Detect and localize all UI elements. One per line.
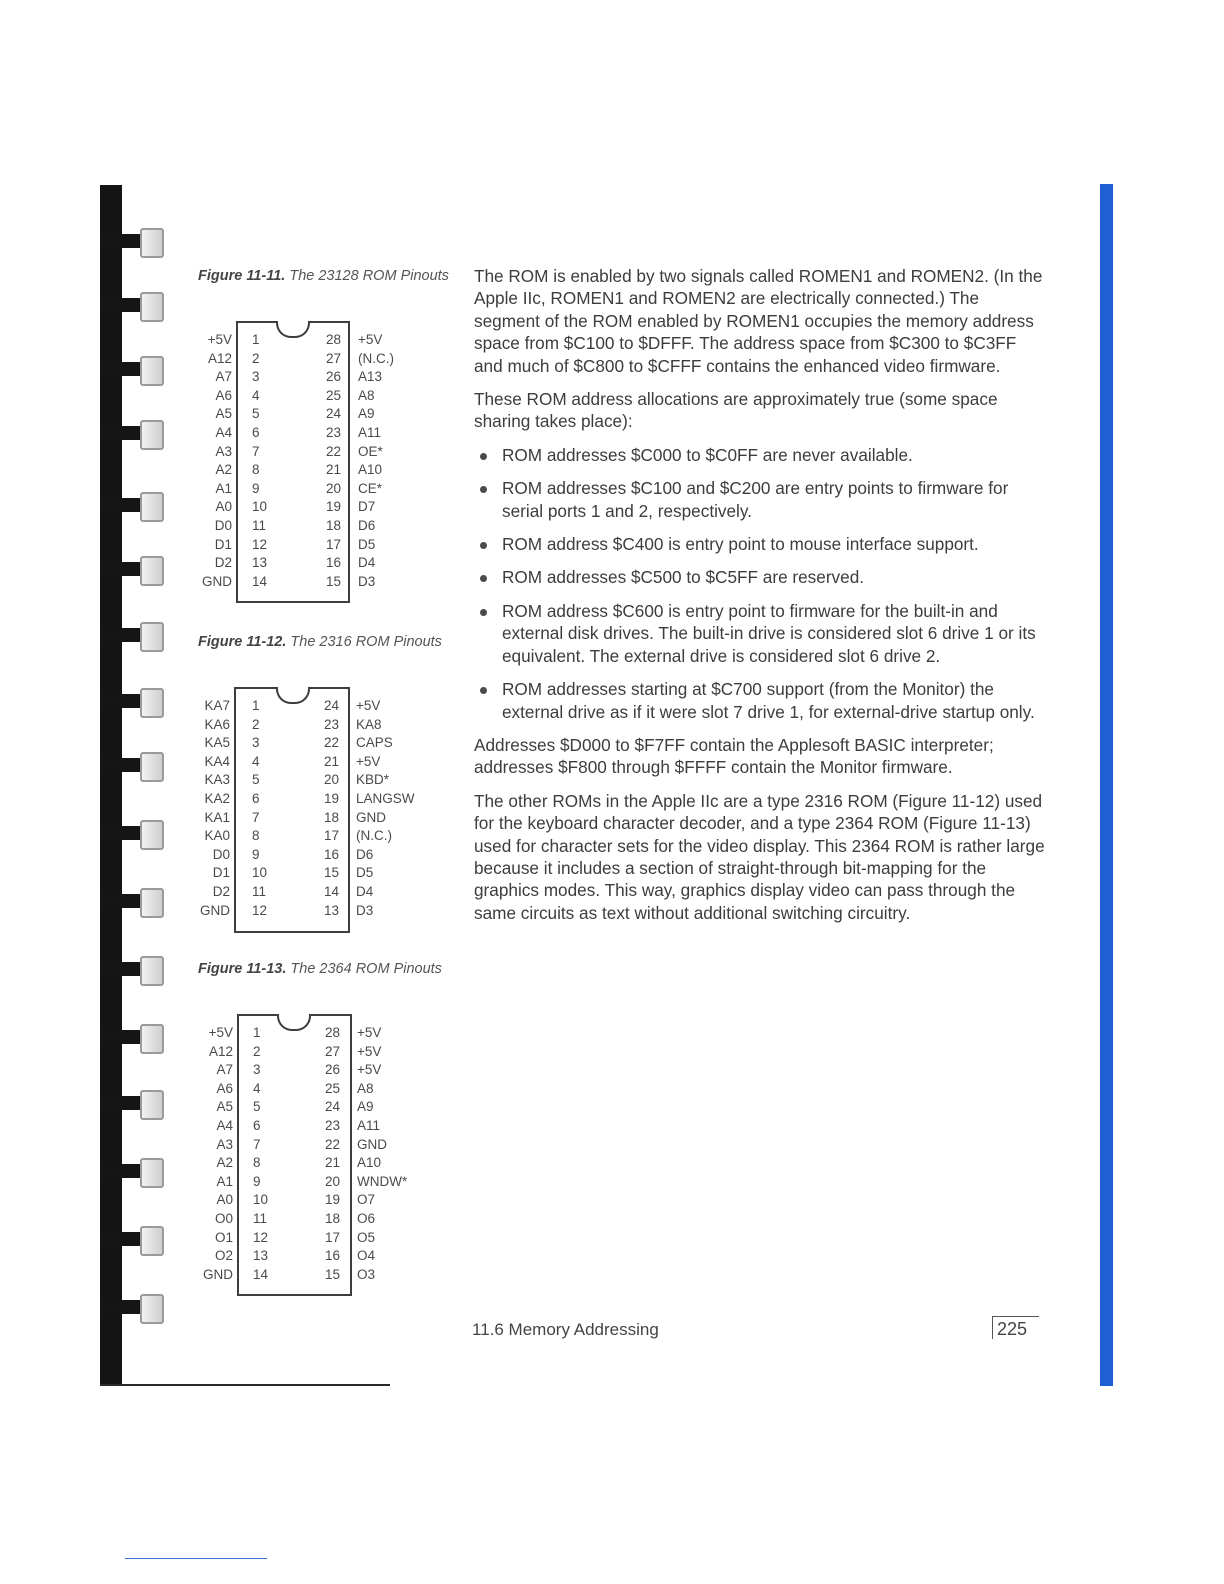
- pin-number-left: 11: [252, 884, 267, 899]
- pin-label-right: A9: [358, 406, 375, 422]
- pin-label-left: +5V: [208, 1025, 233, 1040]
- list-item: ROM addresses starting at $C700 support (from the Monitor) the external drive as if it were slot 7 drive 1, for external-drive startup only.: [474, 678, 1049, 723]
- pin-number-right: 21: [323, 753, 339, 769]
- pin-label-right: +5V: [357, 1043, 382, 1059]
- pin-number-right: 19: [323, 791, 339, 806]
- pin-label-right: KBD*: [356, 772, 390, 788]
- pin-label-left: KA3: [204, 772, 230, 788]
- binding-coil: [100, 228, 162, 254]
- figure-title: The 23128 ROM Pinouts: [289, 268, 449, 284]
- coil-ring: [140, 622, 164, 652]
- pin-label-right: OE*: [358, 443, 383, 459]
- pin-row: [0, 1173, 1224, 1192]
- pin-label-right: +5V: [357, 1062, 382, 1078]
- pin-number-right: 16: [324, 1248, 340, 1264]
- pin-number-left: 9: [252, 846, 260, 862]
- pin-number-right: 26: [324, 1062, 340, 1078]
- pin-row: [0, 1024, 1224, 1043]
- pin-number-right: 18: [325, 518, 341, 533]
- list-item: ROM addresses $C100 and $C200 are entry points to firmware for serial ports 1 and 2, respectively.: [474, 477, 1049, 522]
- pin-number-left: 3: [252, 369, 260, 385]
- pin-label-right: D4: [358, 555, 376, 571]
- coil-ring: [140, 228, 164, 258]
- pin-label-right: +5V: [358, 332, 383, 347]
- pin-row: [0, 1266, 1224, 1285]
- binding-coil: [100, 292, 162, 318]
- pin-number-right: 27: [325, 350, 341, 366]
- pin-number-left: 10: [252, 865, 268, 881]
- pin-label-left: GND: [202, 573, 232, 589]
- binding-coil: [100, 956, 162, 982]
- pin-number-right: 20: [325, 480, 341, 496]
- pin-label-left: A4: [215, 425, 232, 440]
- pin-label-left: A1: [215, 480, 232, 496]
- pin-label-right: O6: [357, 1211, 376, 1226]
- figure-label: Figure 11-12.: [198, 634, 287, 650]
- pin-row: [0, 1098, 1224, 1117]
- pin-number-right: 20: [324, 1173, 340, 1189]
- rom-address-list: [474, 444, 1049, 723]
- pin-label-left: A0: [216, 1192, 233, 1208]
- pin-row: [0, 1229, 1224, 1248]
- pin-row: [0, 1043, 1224, 1062]
- pin-label-left: KA4: [204, 753, 230, 769]
- pin-label-right: CAPS: [356, 735, 393, 751]
- pin-number-left: 5: [253, 1099, 261, 1115]
- pin-number-left: 5: [252, 406, 260, 422]
- pin-number-left: 9: [252, 480, 260, 496]
- pin-number-right: 22: [325, 443, 341, 459]
- pin-label-left: A5: [216, 1099, 233, 1115]
- pin-label-right: CE*: [358, 480, 383, 496]
- pin-label-left: KA2: [204, 791, 230, 806]
- pin-number-right: 23: [324, 1118, 340, 1133]
- pin-number-right: 28: [325, 332, 341, 347]
- pin-label-left: A6: [216, 1080, 233, 1096]
- paragraph-romen: The ROM is enabled by two signals called ROMEN1 and ROMEN2. (In the Apple IIc, ROMEN1 and ROMEN2 are electrically connected.) The segment of the ROM enabled by ROMEN1 occupies the memory address space from $C100 to $DFFF. The address space from $C300 to $C3FF and much of $C800 to $CFFF contains the enhanced video firmware.: [474, 266, 1043, 376]
- pin-row: [0, 1210, 1224, 1229]
- pin-number-left: 9: [253, 1173, 261, 1189]
- pin-label-left: +5V: [207, 332, 232, 347]
- binding-coil: [100, 1294, 162, 1320]
- list-item: ROM address $C400 is entry point to mouse interface support.: [474, 533, 1049, 555]
- figure-caption-3: [198, 961, 442, 978]
- pin-label-right: A9: [357, 1099, 374, 1115]
- pin-label-right: (N.C.): [356, 828, 392, 844]
- pin-number-right: 15: [323, 865, 339, 881]
- pin-number-left: 10: [253, 1192, 269, 1208]
- pin-label-right: D5: [358, 536, 376, 552]
- list-item: ROM addresses $C000 to $C0FF are never available.: [474, 444, 1049, 466]
- pin-label-right: A11: [358, 425, 382, 440]
- paragraph-allocations: These ROM address allocations are approximately true (some space sharing takes place):: [474, 389, 998, 432]
- pin-number-right: 22: [324, 1136, 340, 1152]
- page-number: 225: [992, 1316, 1039, 1339]
- pin-label-left: O2: [214, 1248, 233, 1264]
- pin-label-right: D6: [356, 846, 374, 862]
- pin-number-right: 21: [324, 1155, 340, 1171]
- bullet-icon: [480, 609, 487, 616]
- pin-label-right: WNDW*: [357, 1173, 408, 1189]
- pin-number-right: 15: [325, 573, 341, 589]
- pin-number-left: 6: [252, 791, 260, 806]
- pin-number-left: 1: [252, 698, 260, 713]
- pin-number-left: 2: [252, 716, 260, 732]
- pin-number-left: 12: [252, 902, 268, 918]
- list-item: ROM addresses $C500 to $C5FF are reserved.: [474, 566, 1049, 588]
- pin-label-left: KA0: [204, 828, 230, 844]
- pin-label-right: A10: [357, 1155, 382, 1171]
- pin-number-left: 12: [252, 536, 268, 552]
- pin-label-left: D1: [214, 536, 232, 552]
- pin-label-left: A0: [215, 499, 232, 515]
- pin-number-left: 7: [253, 1136, 261, 1152]
- figure-title: The 2316 ROM Pinouts: [290, 634, 442, 650]
- bullet-icon: [480, 575, 487, 582]
- pin-label-right: D3: [358, 573, 376, 589]
- pin-number-left: 4: [252, 387, 260, 403]
- pin-label-right: LANGSW: [356, 791, 415, 806]
- pin-label-left: A4: [216, 1118, 233, 1133]
- pin-number-right: 19: [325, 499, 341, 515]
- paragraph-other-roms: The other ROMs in the Apple IIc are a type 2316 ROM (Figure 11-12) used for the keyboard character decoder, and a type 2364 ROM (Figure 11-13) used for character sets for the video display. This 2364 ROM is rather large because it includes a section of straight-through bit-mapping for the graphics modes. This way, graphics display video can pass through the same circuits as text without additional switching circuitry.: [474, 790, 1045, 923]
- pin-number-left: 8: [252, 828, 260, 844]
- pin-number-right: 17: [323, 828, 339, 844]
- pin-number-right: 24: [323, 698, 339, 713]
- pin-label-left: KA6: [204, 716, 230, 732]
- pin-label-right: +5V: [356, 753, 381, 769]
- pin-number-right: 16: [323, 846, 339, 862]
- pin-label-right: O3: [357, 1266, 376, 1282]
- figure-caption-1: [198, 268, 449, 285]
- pin-label-right: O5: [357, 1229, 376, 1245]
- pin-label-right: D6: [358, 518, 376, 533]
- pin-row: [0, 1061, 1224, 1080]
- pin-number-right: 17: [325, 536, 341, 552]
- pin-label-right: +5V: [356, 698, 381, 713]
- pin-label-right: KA8: [356, 716, 382, 732]
- pin-row: [0, 1080, 1224, 1099]
- pin-number-left: 4: [252, 753, 260, 769]
- pin-label-left: A3: [215, 443, 232, 459]
- pin-row: [0, 1117, 1224, 1136]
- pin-row: [0, 1247, 1224, 1266]
- pin-label-right: A11: [357, 1118, 381, 1133]
- pin-number-left: 13: [252, 555, 268, 571]
- pin-label-left: KA1: [204, 809, 230, 825]
- pin-label-left: A2: [215, 462, 232, 478]
- pin-number-right: 24: [324, 1099, 340, 1115]
- pin-number-left: 7: [252, 443, 260, 459]
- pin-label-left: A6: [215, 387, 232, 403]
- pin-number-left: 13: [253, 1248, 269, 1264]
- bullet-icon: [480, 542, 487, 549]
- pin-number-left: 6: [253, 1118, 261, 1133]
- pin-label-left: D1: [212, 865, 230, 881]
- pin-label-left: GND: [203, 1266, 233, 1282]
- pin-label-left: GND: [200, 902, 230, 918]
- paragraph-applesoft: Addresses $D000 to $F7FF contain the Applesoft BASIC interpreter; addresses $F800 through $FFFF contain the Monitor firmware.: [474, 734, 994, 778]
- pin-label-left: A5: [215, 406, 232, 422]
- pin-label-right: A13: [358, 369, 383, 385]
- pin-label-left: O0: [214, 1211, 233, 1226]
- pin-label-right: A10: [358, 462, 383, 478]
- pin-label-left: A7: [216, 1062, 233, 1078]
- pin-number-right: 23: [323, 716, 339, 732]
- pin-label-right: D3: [356, 902, 374, 918]
- section-footer: 11.6 Memory Addressing: [472, 1320, 659, 1339]
- pin-number-right: 24: [325, 406, 341, 422]
- pin-number-left: 6: [252, 425, 260, 440]
- pin-label-left: A2: [216, 1155, 233, 1171]
- pin-label-right: GND: [357, 1136, 387, 1152]
- figure-caption-2: [198, 634, 442, 651]
- spine-bottom-rule: [100, 1384, 390, 1386]
- binding-coil: [100, 622, 162, 648]
- pin-number-right: 21: [325, 462, 341, 478]
- pin-row: [0, 1191, 1224, 1210]
- pin-label-right: GND: [356, 809, 386, 825]
- pin-number-left: 3: [252, 735, 260, 751]
- pin-label-left: D2: [214, 555, 232, 571]
- coil-ring: [140, 1294, 164, 1324]
- pin-label-left: KA5: [204, 735, 230, 751]
- pin-number-right: 15: [324, 1266, 340, 1282]
- pin-number-right: 14: [323, 884, 339, 899]
- pin-label-right: D4: [356, 884, 374, 899]
- pin-number-right: 17: [324, 1229, 340, 1245]
- bullet-icon: [480, 453, 487, 460]
- pin-number-right: 18: [324, 1211, 340, 1226]
- list-item: ROM address $C600 is entry point to firmware for the built-in and external disk drives. The built-in drive is considered slot 6 drive 1 or its equivalent. The external drive is considered slot 6 drive 2.: [474, 600, 1049, 667]
- bottom-link-line: [125, 1558, 267, 1559]
- pin-label-left: A1: [216, 1173, 233, 1189]
- pin-number-right: 25: [324, 1080, 340, 1096]
- figure-title: The 2364 ROM Pinouts: [290, 961, 442, 977]
- pin-number-left: 7: [252, 809, 260, 825]
- pin-number-left: 8: [253, 1155, 261, 1171]
- pin-number-left: 10: [252, 499, 268, 515]
- bullet-icon: [480, 486, 487, 493]
- pin-number-left: 8: [252, 462, 260, 478]
- pin-number-left: 14: [253, 1266, 269, 1282]
- pin-label-left: D2: [212, 884, 230, 899]
- pin-number-left: 14: [252, 573, 268, 589]
- pin-label-left: D0: [212, 846, 230, 862]
- pin-label-right: O4: [357, 1248, 376, 1264]
- pin-number-right: 23: [325, 425, 341, 440]
- pin-number-left: 11: [252, 518, 267, 533]
- pin-number-right: 13: [323, 902, 339, 918]
- pin-number-left: 4: [253, 1080, 261, 1096]
- coil-ring: [140, 956, 164, 986]
- pin-label-right: D7: [358, 499, 376, 515]
- figure-label: Figure 11-11.: [198, 268, 286, 284]
- pin-number-left: 2: [252, 350, 260, 366]
- pin-number-right: 27: [324, 1043, 340, 1059]
- pin-row: [0, 1154, 1224, 1173]
- pin-number-right: 16: [325, 555, 341, 571]
- body-text: [474, 265, 1049, 935]
- pin-number-left: 1: [252, 332, 260, 347]
- coil-ring: [140, 292, 164, 322]
- pin-number-right: 18: [323, 809, 339, 825]
- pin-number-left: 5: [252, 772, 260, 788]
- pin-label-right: (N.C.): [358, 350, 394, 366]
- pin-label-left: A12: [208, 1043, 233, 1059]
- pin-number-right: 19: [324, 1192, 340, 1208]
- pin-number-right: 22: [323, 735, 339, 751]
- pin-label-right: +5V: [357, 1025, 382, 1040]
- pin-number-left: 11: [253, 1211, 268, 1226]
- bullet-icon: [480, 687, 487, 694]
- pin-label-right: O7: [357, 1192, 376, 1208]
- pin-label-left: D0: [214, 518, 232, 533]
- pin-number-right: 26: [325, 369, 341, 385]
- pin-number-right: 20: [323, 772, 339, 788]
- pin-label-right: A8: [357, 1080, 374, 1096]
- pin-label-left: KA7: [204, 698, 230, 713]
- pin-label-right: D5: [356, 865, 374, 881]
- figure-label: Figure 11-13.: [198, 961, 287, 977]
- pin-number-right: 25: [325, 387, 341, 403]
- pin-label-left: A3: [216, 1136, 233, 1152]
- pin-number-left: 2: [253, 1043, 261, 1059]
- pin-number-left: 3: [253, 1062, 261, 1078]
- pin-number-left: 1: [253, 1025, 261, 1040]
- pin-label-left: A7: [215, 369, 232, 385]
- pin-number-right: 28: [324, 1025, 340, 1040]
- pin-label-right: A8: [358, 387, 375, 403]
- pin-label-left: O1: [214, 1229, 233, 1245]
- pin-number-left: 12: [253, 1229, 269, 1245]
- pin-row: [0, 1136, 1224, 1155]
- pin-label-left: A12: [207, 350, 232, 366]
